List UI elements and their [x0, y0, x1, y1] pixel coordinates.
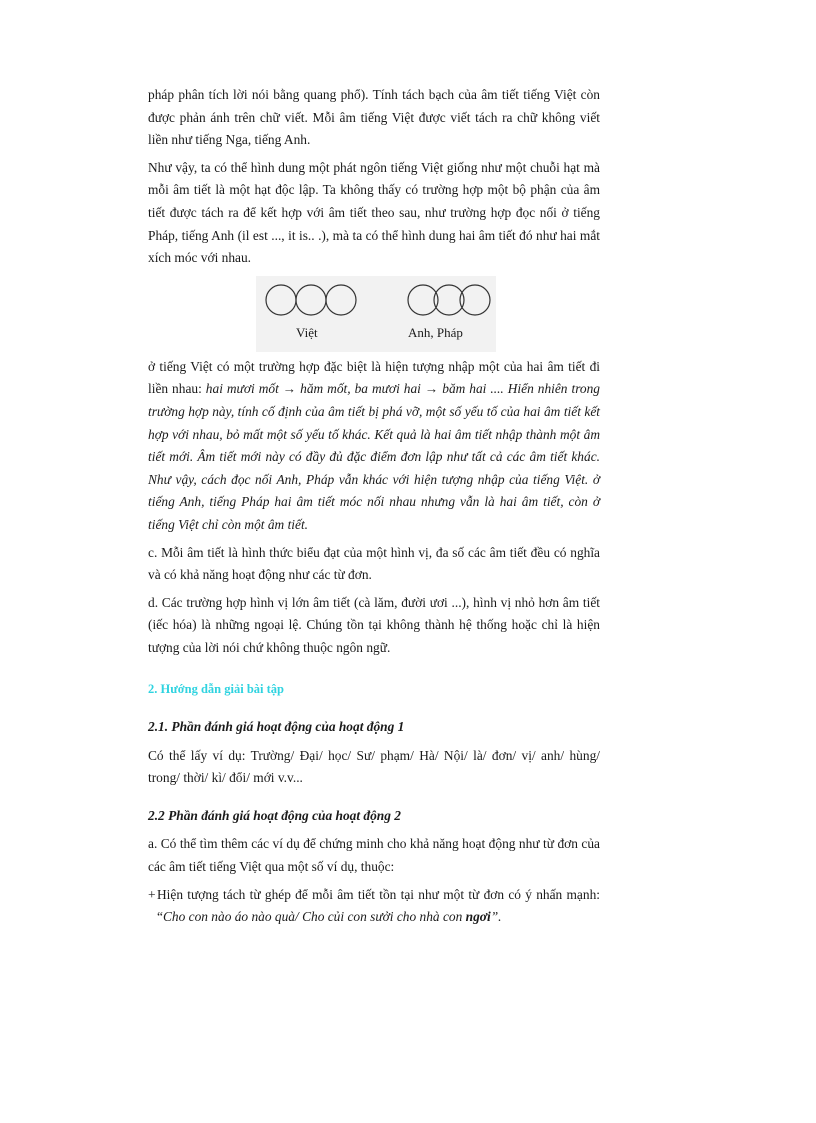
paragraph-3 — [148, 356, 600, 537]
subsection-2-2-text: a. Có thể tìm thêm các ví dụ để chứng minh cho khả năng hoạt động như từ đơn của các âm tiết tiếng Việt qua một số ví dụ, thuộc: — [148, 836, 600, 875]
bullet-text — [157, 884, 600, 929]
subsection-2-1-text: Có thể lấy ví dụ: Trường/ Đại/ học/ Sư/ phạm/ Hà/ Nội/ là/ đơn/ vị/ anh/ hùng/ trong/ thời/ kì/ đổi/ mới v.v... — [148, 747, 600, 786]
figure-label-viet: Việt — [296, 324, 318, 340]
section-2-heading: 2. Hướng dẫn giải bài tập — [148, 682, 284, 697]
paragraph-d: d. Các trường hợp hình vị lớn âm tiết (cà lăm, đười ươi ...), hình vị nhỏ hơn âm tiết (iếc hóa) là những ngoại lệ. Chúng tồn tại không thành hệ thống hoặc chỉ là hiện tượng của lời nói chứ không thuộc ngôn ngữ. — [148, 594, 600, 655]
viet-ring-1 — [266, 285, 296, 315]
bullet-lead: Hiện tượng tách từ ghép để mỗi âm tiết tồn tại như một từ đơn có ý nhấn mạnh: “ — [157, 886, 600, 925]
subsection-2-1-heading: 2.1. Phần đánh giá hoạt động của hoạt động 1 — [148, 719, 405, 735]
bullet-mark: + — [148, 886, 156, 902]
paragraph-3-lead: ở tiếng Việt có một trường hợp đặc biệt là hiện tượng nhập một của hai âm tiết đi liền nhau: — [148, 358, 600, 397]
bullet-emphasis: ngơi — [465, 909, 491, 925]
figure-label-anh-phap: Anh, Pháp — [408, 324, 463, 340]
document-page — [148, 84, 600, 929]
list-item — [148, 884, 600, 929]
subsection-2-2-heading: 2.2 Phần đánh giá hoạt động của hoạt động 2 — [148, 807, 401, 823]
paragraph-2: Như vậy, ta có thể hình dung một phát ngôn tiếng Việt giống như một chuỗi hạt mà mỗi âm tiết là một hạt độc lập. Ta không thấy có trường hợp một bộ phận của âm tiết được tách ra để kết hợp với âm tiết theo sau, như trường hợp đọc nối ở tiếng Pháp, tiếng Anh (il est ..., it is.. .), mà ta có thể hình dung hai âm tiết đó như hai mắt xích móc với nhau. — [148, 159, 600, 266]
paragraph-3-italic: hai mươi mốt → hăm mốt, ba mươi hai → băm hai .... Hiển nhiên trong trường hợp này, tính cố định của âm tiết bị phá vỡ, một số yếu tố của hai âm tiết kết hợp với nhau, bỏ mất một số yếu tố khác. Kết quả là hai âm tiết nhập thành một âm tiết mới. Âm tiết mới này có đầy đủ đặc điểm đơn lập như tất cả các âm tiết khác. Như vậy, cách đọc nối Anh, Pháp vẫn khác với hiện tượng nhập của tiếng Việt. ở tiếng Anh, tiếng Pháp hai âm tiết móc nối nhau nhưng vẫn là hai âm tiết, còn ở tiếng Việt chỉ còn một âm tiết. — [148, 381, 601, 532]
paragraph-c: c. Mỗi âm tiết là hình thức biểu đạt của một hình vị, đa số các âm tiết đều có nghĩa và có khả năng hoạt động như các từ đơn. — [148, 544, 600, 583]
viet-ring-3 — [326, 285, 356, 315]
bullet-end: ”. — [490, 909, 502, 925]
paragraph-1: pháp phân tích lời nói bằng quang phổ). Tính tách bạch của âm tiết tiếng Việt còn được phản ánh trên chữ viết. Mỗi âm tiếng Việt được viết tách ra chữ không viết liền như tiếng Nga, tiếng Anh. — [148, 87, 600, 148]
viet-ring-2 — [296, 285, 326, 315]
syllable-chain-figure — [256, 276, 496, 352]
bullet-quote: Cho con nào áo nào quà/ Cho củi con sưởi cho nhà con — [162, 909, 466, 925]
